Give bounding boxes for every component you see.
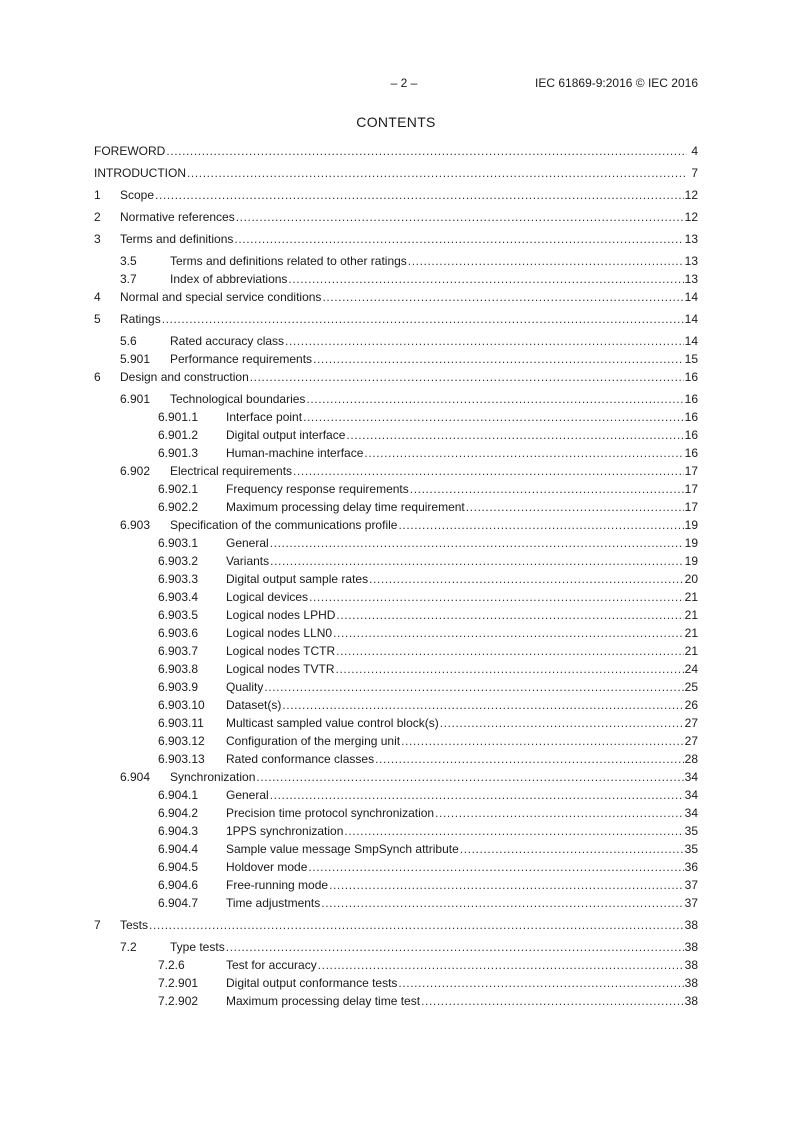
toc-entry-title: Maximum processing delay time requirement <box>226 500 465 514</box>
toc-leader-dots <box>250 368 684 386</box>
toc-entry-title: Synchronization <box>170 770 256 784</box>
toc-entry-number: 6.902.2 <box>158 500 199 514</box>
toc-entry-title: General <box>226 788 269 802</box>
toc-leader-dots <box>440 714 684 732</box>
toc-entry-page: 16 <box>684 446 698 460</box>
toc-leader-dots <box>234 230 683 248</box>
toc-entry-title: Test for accuracy <box>226 958 317 972</box>
toc-entry-page: 16 <box>684 410 698 424</box>
toc-entry-title: Configuration of the merging unit <box>226 734 401 748</box>
toc-entry-page: 25 <box>684 680 698 694</box>
toc-entry-title: Digital output conformance tests <box>226 976 398 990</box>
toc-leader-dots <box>460 840 684 858</box>
toc-entry-number: 6.903.7 <box>158 644 199 658</box>
toc-entry[interactable] <box>94 426 698 444</box>
toc-entry-title: Logical nodes TVTR <box>226 662 335 676</box>
toc-entry-page: 27 <box>684 734 698 748</box>
toc-leader-dots <box>408 252 684 270</box>
toc-entry-title: Performance requirements <box>170 352 313 366</box>
toc-entry-number: 6.903 <box>120 518 151 532</box>
toc-leader-dots <box>270 786 684 804</box>
toc-entry-number: 6.903.8 <box>158 662 199 676</box>
toc-entry-title: Frequency response requirements <box>226 482 409 496</box>
toc-leader-dots <box>318 956 684 974</box>
toc-entry[interactable] <box>94 624 698 642</box>
toc-entry[interactable] <box>94 164 698 182</box>
toc-leader-dots <box>270 534 684 552</box>
toc-entry-title: 1PPS synchronization <box>226 824 344 838</box>
toc-entry[interactable] <box>94 390 698 408</box>
toc-entry[interactable] <box>94 660 698 678</box>
toc-entry-number: 6.903.11 <box>158 716 204 730</box>
toc-entry-page: 16 <box>684 370 698 384</box>
toc-entry-number: 6.903.10 <box>158 698 205 712</box>
toc-entry-title: FOREWORD <box>94 144 166 158</box>
toc-entry[interactable] <box>94 840 698 858</box>
toc-entry-page: 38 <box>684 958 698 972</box>
toc-leader-dots <box>155 186 684 204</box>
toc-entry-number: 6.901.3 <box>158 446 199 460</box>
toc-entry-page: 38 <box>684 918 698 932</box>
toc-entry-number: 6.902 <box>120 464 151 478</box>
toc-entry-page: 35 <box>684 824 698 838</box>
toc-entry[interactable] <box>94 186 698 204</box>
toc-entry[interactable] <box>94 822 698 840</box>
toc-leader-dots <box>303 408 684 426</box>
toc-entry-page: 15 <box>684 352 698 366</box>
toc-entry-title: Ratings <box>120 312 161 326</box>
toc-entry-page: 38 <box>684 976 698 990</box>
toc-leader-dots <box>166 142 687 160</box>
toc-leader-dots <box>336 606 683 624</box>
toc-leader-dots <box>264 678 683 696</box>
toc-entry-number: 7.2.902 <box>158 994 199 1008</box>
toc-entry-page: 21 <box>684 644 698 658</box>
toc-entry-page: 4 <box>691 144 698 158</box>
toc-entry-title: Normative references <box>120 210 235 224</box>
toc-entry-title: INTRODUCTION <box>94 166 186 180</box>
toc-entry-title: Logical nodes LLN0 <box>226 626 333 640</box>
toc-entry[interactable] <box>94 332 698 350</box>
toc-entry-title: Terms and definitions related to other ratings <box>170 254 407 268</box>
toc-leader-dots <box>309 588 684 606</box>
toc-entry[interactable] <box>94 350 698 368</box>
toc-leader-dots <box>285 332 684 350</box>
toc-entry[interactable] <box>94 310 698 328</box>
toc-leader-dots <box>421 992 684 1010</box>
toc-entry-number: 6.903.13 <box>158 752 205 766</box>
toc-entry-number: 2 <box>94 210 101 224</box>
toc-entry-title: Electrical requirements <box>170 464 293 478</box>
toc-entry[interactable] <box>94 368 698 386</box>
toc-entry-title: Sample value message SmpSynch attribute <box>226 842 459 856</box>
toc-entry-number: 3 <box>94 232 101 246</box>
toc-entry-page: 13 <box>684 272 698 286</box>
toc-entry[interactable] <box>94 992 698 1010</box>
toc-entry[interactable] <box>94 786 698 804</box>
toc-entry-title: Type tests <box>170 940 225 954</box>
toc-entry[interactable] <box>94 894 698 912</box>
toc-entry-number: 7.2 <box>120 940 137 954</box>
toc-entry-page: 20 <box>684 572 698 586</box>
toc-leader-dots <box>322 288 683 306</box>
toc-entry-page: 34 <box>684 806 698 820</box>
toc-entry[interactable] <box>94 570 698 588</box>
toc-leader-dots <box>466 498 684 516</box>
toc-leader-dots <box>329 876 684 894</box>
toc-entry-page: 12 <box>684 188 698 202</box>
toc-entry[interactable] <box>94 606 698 624</box>
toc-leader-dots <box>346 426 683 444</box>
toc-entry-number: 5 <box>94 312 101 326</box>
toc-leader-dots <box>333 624 684 642</box>
toc-leader-dots <box>401 732 684 750</box>
toc-entry-title: Holdover mode <box>226 860 308 874</box>
toc-leader-dots <box>282 696 683 714</box>
toc-entry[interactable] <box>94 444 698 462</box>
toc-entry-number: 6.903.3 <box>158 572 199 586</box>
toc-entry-page: 14 <box>684 312 698 326</box>
toc-entry-page: 13 <box>684 254 698 268</box>
toc-entry[interactable] <box>94 588 698 606</box>
toc-leader-dots <box>270 552 684 570</box>
toc-entry[interactable] <box>94 208 698 226</box>
toc-leader-dots <box>226 938 684 956</box>
toc-entry-title: Quality <box>226 680 264 694</box>
toc-entry[interactable] <box>94 768 698 786</box>
standard-reference: IEC 61869-9:2016 © IEC 2016 <box>535 76 698 90</box>
toc-entry-page: 17 <box>684 464 698 478</box>
toc-entry-title: Scope <box>120 188 155 202</box>
toc-entry[interactable] <box>94 714 698 732</box>
toc-entry-title: Design and construction <box>120 370 249 384</box>
page-header <box>94 76 698 94</box>
toc-leader-dots <box>375 750 684 768</box>
toc-entry-page: 38 <box>684 994 698 1008</box>
toc-entry-number: 6.904.6 <box>158 878 199 892</box>
toc-entry-page: 19 <box>684 518 698 532</box>
toc-leader-dots <box>306 390 683 408</box>
toc-entry-page: 38 <box>684 940 698 954</box>
toc-leader-dots <box>321 894 683 912</box>
toc-entry[interactable] <box>94 974 698 992</box>
toc-entry-number: 7.2.6 <box>158 958 185 972</box>
toc-entry[interactable] <box>94 678 698 696</box>
toc-entry-page: 7 <box>691 166 698 180</box>
toc-entry[interactable] <box>94 534 698 552</box>
toc-entry-number: 1 <box>94 188 101 202</box>
toc-entry-page: 12 <box>684 210 698 224</box>
toc-entry-page: 35 <box>684 842 698 856</box>
toc-entry[interactable] <box>94 750 698 768</box>
toc-entry-number: 6.904.5 <box>158 860 199 874</box>
toc-entry-title: Technological boundaries <box>170 392 306 406</box>
toc-entry[interactable] <box>94 480 698 498</box>
toc-entry-title: Normal and special service conditions <box>120 290 322 304</box>
toc-entry-title: Variants <box>226 554 270 568</box>
toc-entry[interactable] <box>94 462 698 480</box>
toc-leader-dots <box>410 480 684 498</box>
toc-leader-dots <box>293 462 684 480</box>
toc-entry-title: Rated accuracy class <box>170 334 285 348</box>
toc-entry-number: 6.903.5 <box>158 608 199 622</box>
toc-entry-title: Dataset(s) <box>226 698 282 712</box>
toc-entry[interactable] <box>94 858 698 876</box>
toc-entry-number: 6.903.9 <box>158 680 199 694</box>
toc-entry-page: 21 <box>684 608 698 622</box>
toc-entry-number: 6.903.1 <box>158 536 199 550</box>
toc-leader-dots <box>149 916 684 934</box>
toc-entry-page: 36 <box>684 860 698 874</box>
toc-entry-page: 14 <box>684 334 698 348</box>
toc-entry-number: 6.904.3 <box>158 824 199 838</box>
toc-entry-title: Digital output interface <box>226 428 346 442</box>
toc-leader-dots <box>398 516 683 534</box>
toc-entry-number: 6.903.2 <box>158 554 199 568</box>
toc-entry-number: 7 <box>94 918 101 932</box>
toc-entry-number: 3.7 <box>120 272 137 286</box>
toc-leader-dots <box>288 270 683 288</box>
toc-leader-dots <box>187 164 687 182</box>
toc-leader-dots <box>336 642 683 660</box>
toc-leader-dots <box>162 310 684 328</box>
toc-entry-number: 5.6 <box>120 334 137 348</box>
toc-entry-page: 27 <box>684 716 698 730</box>
toc-entry-number: 6.901.1 <box>158 410 199 424</box>
toc-leader-dots <box>364 444 683 462</box>
toc-entry[interactable] <box>94 142 698 160</box>
toc-entry[interactable] <box>94 408 698 426</box>
toc-entry-title: Precision time protocol synchronization <box>226 806 435 820</box>
toc-entry-title: Multicast sampled value control block(s) <box>226 716 439 730</box>
toc-entry[interactable] <box>94 732 698 750</box>
toc-entry-title: General <box>226 536 269 550</box>
toc-entry-number: 6.901 <box>120 392 151 406</box>
page-number: – 2 – <box>390 76 418 90</box>
toc-entry-title: Logical nodes TCTR <box>226 644 336 658</box>
toc-entry-page: 37 <box>684 878 698 892</box>
toc-entry[interactable] <box>94 642 698 660</box>
toc-entry-page: 14 <box>684 290 698 304</box>
toc-entry-title: Logical nodes LPHD <box>226 608 336 622</box>
toc-entry-number: 6.901.2 <box>158 428 199 442</box>
toc-entry-number: 6.904.7 <box>158 896 199 910</box>
toc-leader-dots <box>313 350 684 368</box>
toc-entry-number: 3.5 <box>120 254 137 268</box>
table-of-contents <box>94 142 698 1010</box>
toc-entry[interactable] <box>94 916 698 934</box>
toc-entry-title: Logical devices <box>226 590 309 604</box>
toc-entry[interactable] <box>94 252 698 270</box>
toc-entry[interactable] <box>94 230 698 248</box>
toc-entry[interactable] <box>94 288 698 306</box>
toc-entry-number: 6.903.6 <box>158 626 199 640</box>
toc-entry-title: Terms and definitions <box>120 232 234 246</box>
toc-entry-number: 6.904 <box>120 770 151 784</box>
toc-entry-number: 6.902.1 <box>158 482 199 496</box>
toc-leader-dots <box>336 660 684 678</box>
toc-leader-dots <box>236 208 684 226</box>
toc-entry-title: Specification of the communications profile <box>170 518 398 532</box>
toc-leader-dots <box>369 570 684 588</box>
toc-entry-page: 16 <box>684 428 698 442</box>
toc-entry-page: 21 <box>684 590 698 604</box>
toc-entry-page: 21 <box>684 626 698 640</box>
toc-entry[interactable] <box>94 876 698 894</box>
toc-entry[interactable] <box>94 552 698 570</box>
toc-entry-page: 16 <box>684 392 698 406</box>
toc-entry-page: 17 <box>684 500 698 514</box>
toc-leader-dots <box>256 768 683 786</box>
toc-entry-page: 34 <box>684 788 698 802</box>
toc-entry[interactable] <box>94 498 698 516</box>
toc-entry-number: 6.903.4 <box>158 590 199 604</box>
toc-entry-page: 26 <box>684 698 698 712</box>
toc-entry-number: 6 <box>94 370 101 384</box>
toc-entry-title: Maximum processing delay time test <box>226 994 421 1008</box>
toc-entry-page: 19 <box>684 536 698 550</box>
toc-entry-page: 28 <box>684 752 698 766</box>
toc-entry[interactable] <box>94 804 698 822</box>
toc-entry-title: Index of abbreviations <box>170 272 288 286</box>
toc-entry-number: 6.904.2 <box>158 806 199 820</box>
toc-entry-title: Time adjustments <box>226 896 321 910</box>
toc-entry-number: 4 <box>94 290 101 304</box>
toc-entry-number: 6.904.4 <box>158 842 199 856</box>
toc-entry-page: 37 <box>684 896 698 910</box>
toc-leader-dots <box>344 822 683 840</box>
toc-leader-dots <box>308 858 683 876</box>
toc-entry-title: Digital output sample rates <box>226 572 369 586</box>
toc-entry-page: 24 <box>684 662 698 676</box>
toc-entry-page: 17 <box>684 482 698 496</box>
toc-entry-number: 6.903.12 <box>158 734 205 748</box>
toc-entry-title: Interface point <box>226 410 303 424</box>
toc-entry-title: Human-machine interface <box>226 446 364 460</box>
toc-entry-title: Free-running mode <box>226 878 329 892</box>
toc-entry-number: 6.904.1 <box>158 788 199 802</box>
toc-entry[interactable] <box>94 696 698 714</box>
toc-entry-title: Rated conformance classes <box>226 752 375 766</box>
page-title: CONTENTS <box>356 114 436 130</box>
toc-entry[interactable] <box>94 938 698 956</box>
toc-entry[interactable] <box>94 516 698 534</box>
toc-entry[interactable] <box>94 270 698 288</box>
toc-entry-page: 34 <box>684 770 698 784</box>
toc-entry-number: 5.901 <box>120 352 151 366</box>
toc-entry[interactable] <box>94 956 698 974</box>
toc-entry-page: 13 <box>684 232 698 246</box>
toc-leader-dots <box>398 974 683 992</box>
toc-entry-number: 7.2.901 <box>158 976 199 990</box>
toc-entry-title: Tests <box>120 918 149 932</box>
toc-leader-dots <box>435 804 684 822</box>
toc-entry-page: 19 <box>684 554 698 568</box>
